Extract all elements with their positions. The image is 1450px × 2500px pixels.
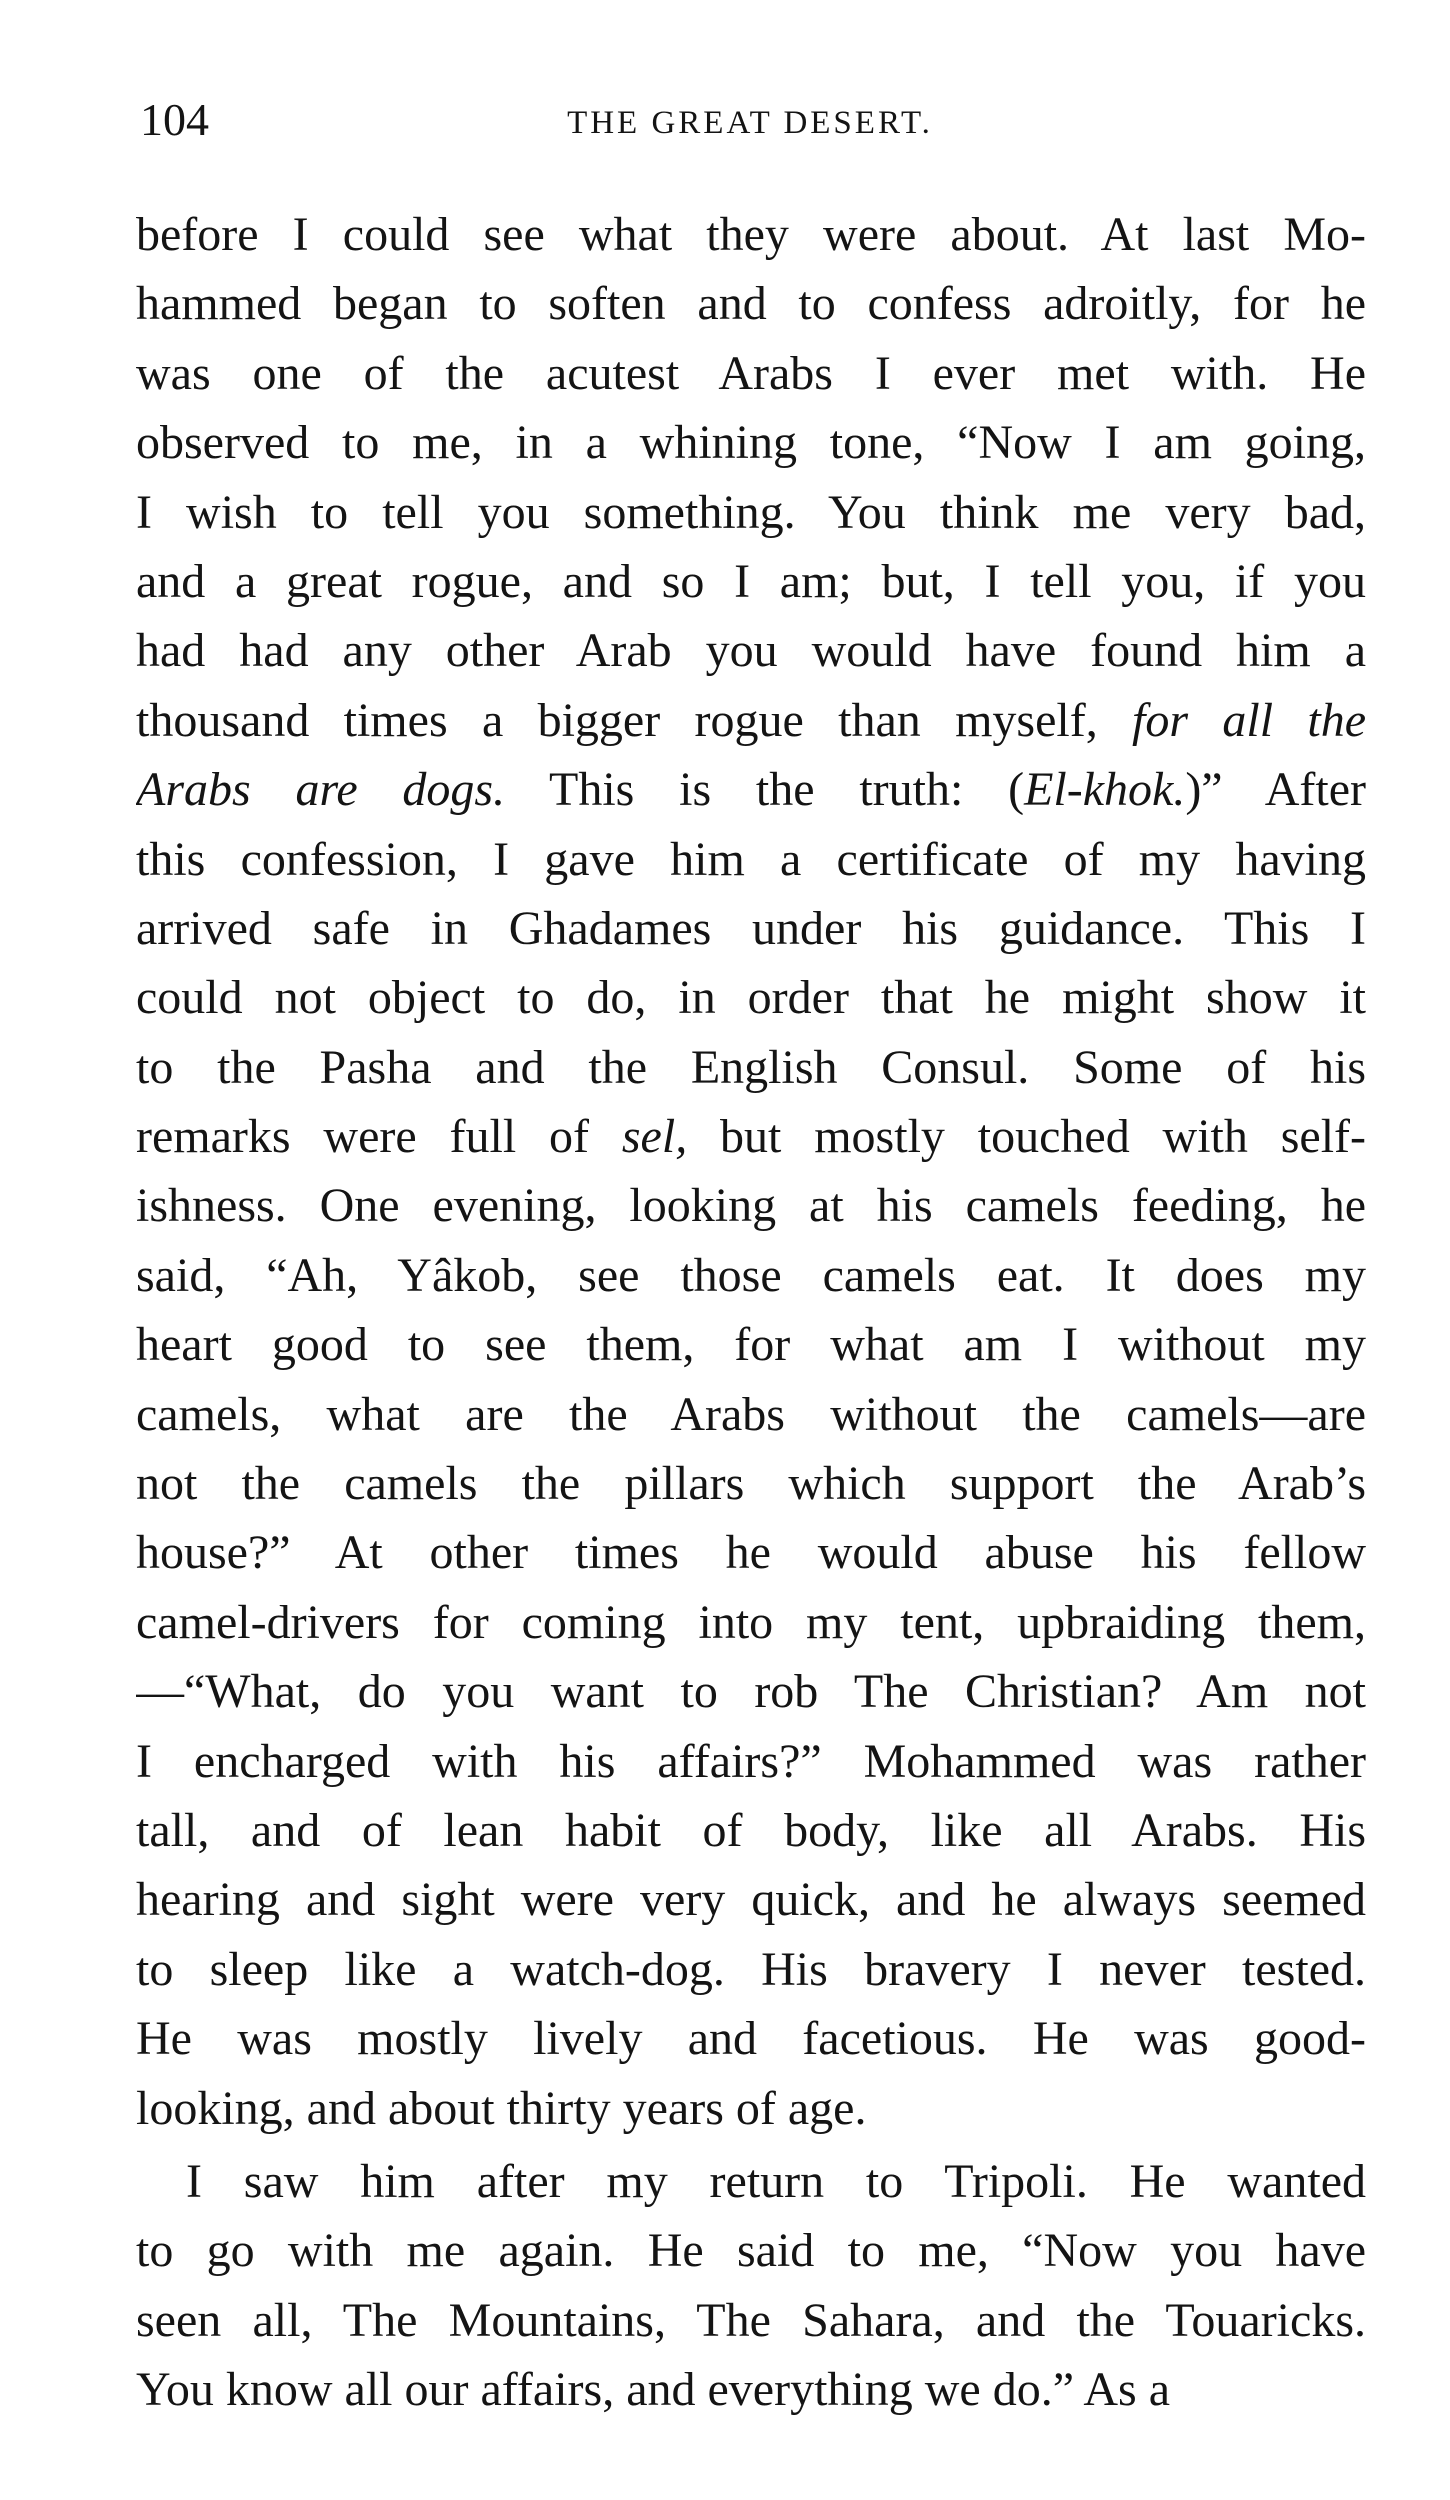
text-line [136, 1935, 1366, 2004]
text-line [136, 1380, 1366, 1449]
text-line [136, 2216, 1366, 2285]
text-line [136, 894, 1366, 963]
text-run: had had any other Arab you would have found him a [136, 624, 1366, 678]
text-line [136, 755, 1366, 824]
text-run: and a great rogue, and so I am; but, I tell you, if you [136, 554, 1366, 608]
text-line [136, 1171, 1366, 1240]
text-run: hearing and sight were very quick, and he always seemed [136, 1873, 1366, 1927]
text-line [136, 269, 1366, 338]
text-run: could not object to do, in order that he might show it [136, 971, 1366, 1025]
text-line [136, 1449, 1366, 1518]
text-line [136, 200, 1366, 269]
text-run: camel-drivers for coming into my tent, upbraiding them, [136, 1595, 1366, 1649]
text-run: hammed began to soften and to confess adroitly, for he [136, 277, 1366, 331]
text-line [136, 1657, 1366, 1726]
text-line [136, 1033, 1366, 1102]
text-line [136, 616, 1366, 685]
text-run: I saw him after my return to Tripoli. He wanted [186, 2154, 1366, 2208]
text-run: observed to me, in a whining tone, “Now I am going, [136, 416, 1366, 470]
text-run: not the camels the pillars which support the Arab’s [136, 1457, 1366, 1511]
text-line [136, 2074, 1366, 2143]
text-line [136, 1241, 1366, 1310]
text-run: but mostly touched with self- [687, 1110, 1366, 1164]
text-line [136, 1727, 1366, 1796]
text-line [136, 478, 1366, 547]
text-run: remarks were full of [136, 1110, 622, 1164]
text-run: ishness. One evening, looking at his camels feeding, he [136, 1179, 1366, 1233]
text-run: I wish to tell you something. You think me very bad, [136, 485, 1366, 539]
text-line [136, 2004, 1366, 2073]
text-run: house?” At other times he would abuse his fellow [136, 1526, 1366, 1580]
text-run: this confession, I gave him a certificate of my having [136, 832, 1366, 886]
text-run: camels, what are the Arabs without the camels—are [136, 1387, 1366, 1441]
text-run: was one of the acutest Arabs I ever met with. He [136, 346, 1366, 400]
text-line [136, 1518, 1366, 1587]
body-text [136, 200, 1366, 2425]
text-run: tall, and of lean habit of body, like all Arabs. His [136, 1803, 1366, 1857]
text-run: )” After [1185, 763, 1366, 817]
text-line [136, 963, 1366, 1032]
italic-text: for all the [1132, 693, 1366, 747]
text-line [136, 1796, 1366, 1865]
text-run: to the Pasha and the English Consul. Some of his [136, 1040, 1366, 1094]
text-run: to sleep like a watch-dog. His bravery I never tested. [136, 1942, 1366, 1996]
text-line [136, 1102, 1366, 1171]
text-run: looking, and about thirty years of age. [136, 2081, 867, 2135]
text-run: This is the truth: ( [505, 763, 1025, 817]
text-line [136, 686, 1366, 755]
text-run: to go with me again. He said to me, “Now you have [136, 2224, 1366, 2278]
text-run: He was mostly lively and facetious. He was good- [136, 2012, 1366, 2066]
text-line [136, 339, 1366, 408]
text-line [136, 825, 1366, 894]
text-run: before I could see what they were about. At last Mo- [136, 208, 1366, 261]
text-run: thousand times a bigger rogue than myself, [136, 693, 1133, 747]
italic-text: sel, [621, 1110, 688, 1164]
text-line [136, 1865, 1366, 1934]
text-line [136, 547, 1366, 616]
text-line [136, 2355, 1366, 2424]
text-run: I encharged with his affairs?” Mohammed was rather [136, 1734, 1366, 1788]
paragraph [136, 2147, 1366, 2425]
text-run: —“What, do you want to rob The Christian? Am not [136, 1665, 1366, 1719]
running-title: THE GREAT DESERT. [567, 105, 933, 141]
text-run: said, “Ah, Yâkob, see those camels eat. It does my [136, 1248, 1366, 1302]
page-number: 104 [140, 94, 209, 145]
text-run: heart good to see them, for what am I without my [136, 1318, 1366, 1372]
text-line [136, 2286, 1366, 2355]
italic-text: El-khok. [1024, 763, 1186, 817]
text-line [136, 1588, 1366, 1657]
text-run: seen all, The Mountains, The Sahara, and the Touaricks. [136, 2293, 1366, 2347]
text-line [136, 2147, 1366, 2216]
text-line [136, 1310, 1366, 1379]
page-header [130, 90, 1370, 150]
text-run: arrived safe in Ghadames under his guidance. This I [136, 901, 1366, 955]
text-run: You know all our affairs, and everything we do.” As a [136, 2363, 1171, 2417]
italic-text: Arabs are dogs. [136, 763, 506, 817]
paragraph [136, 200, 1366, 2143]
text-line [136, 408, 1366, 477]
